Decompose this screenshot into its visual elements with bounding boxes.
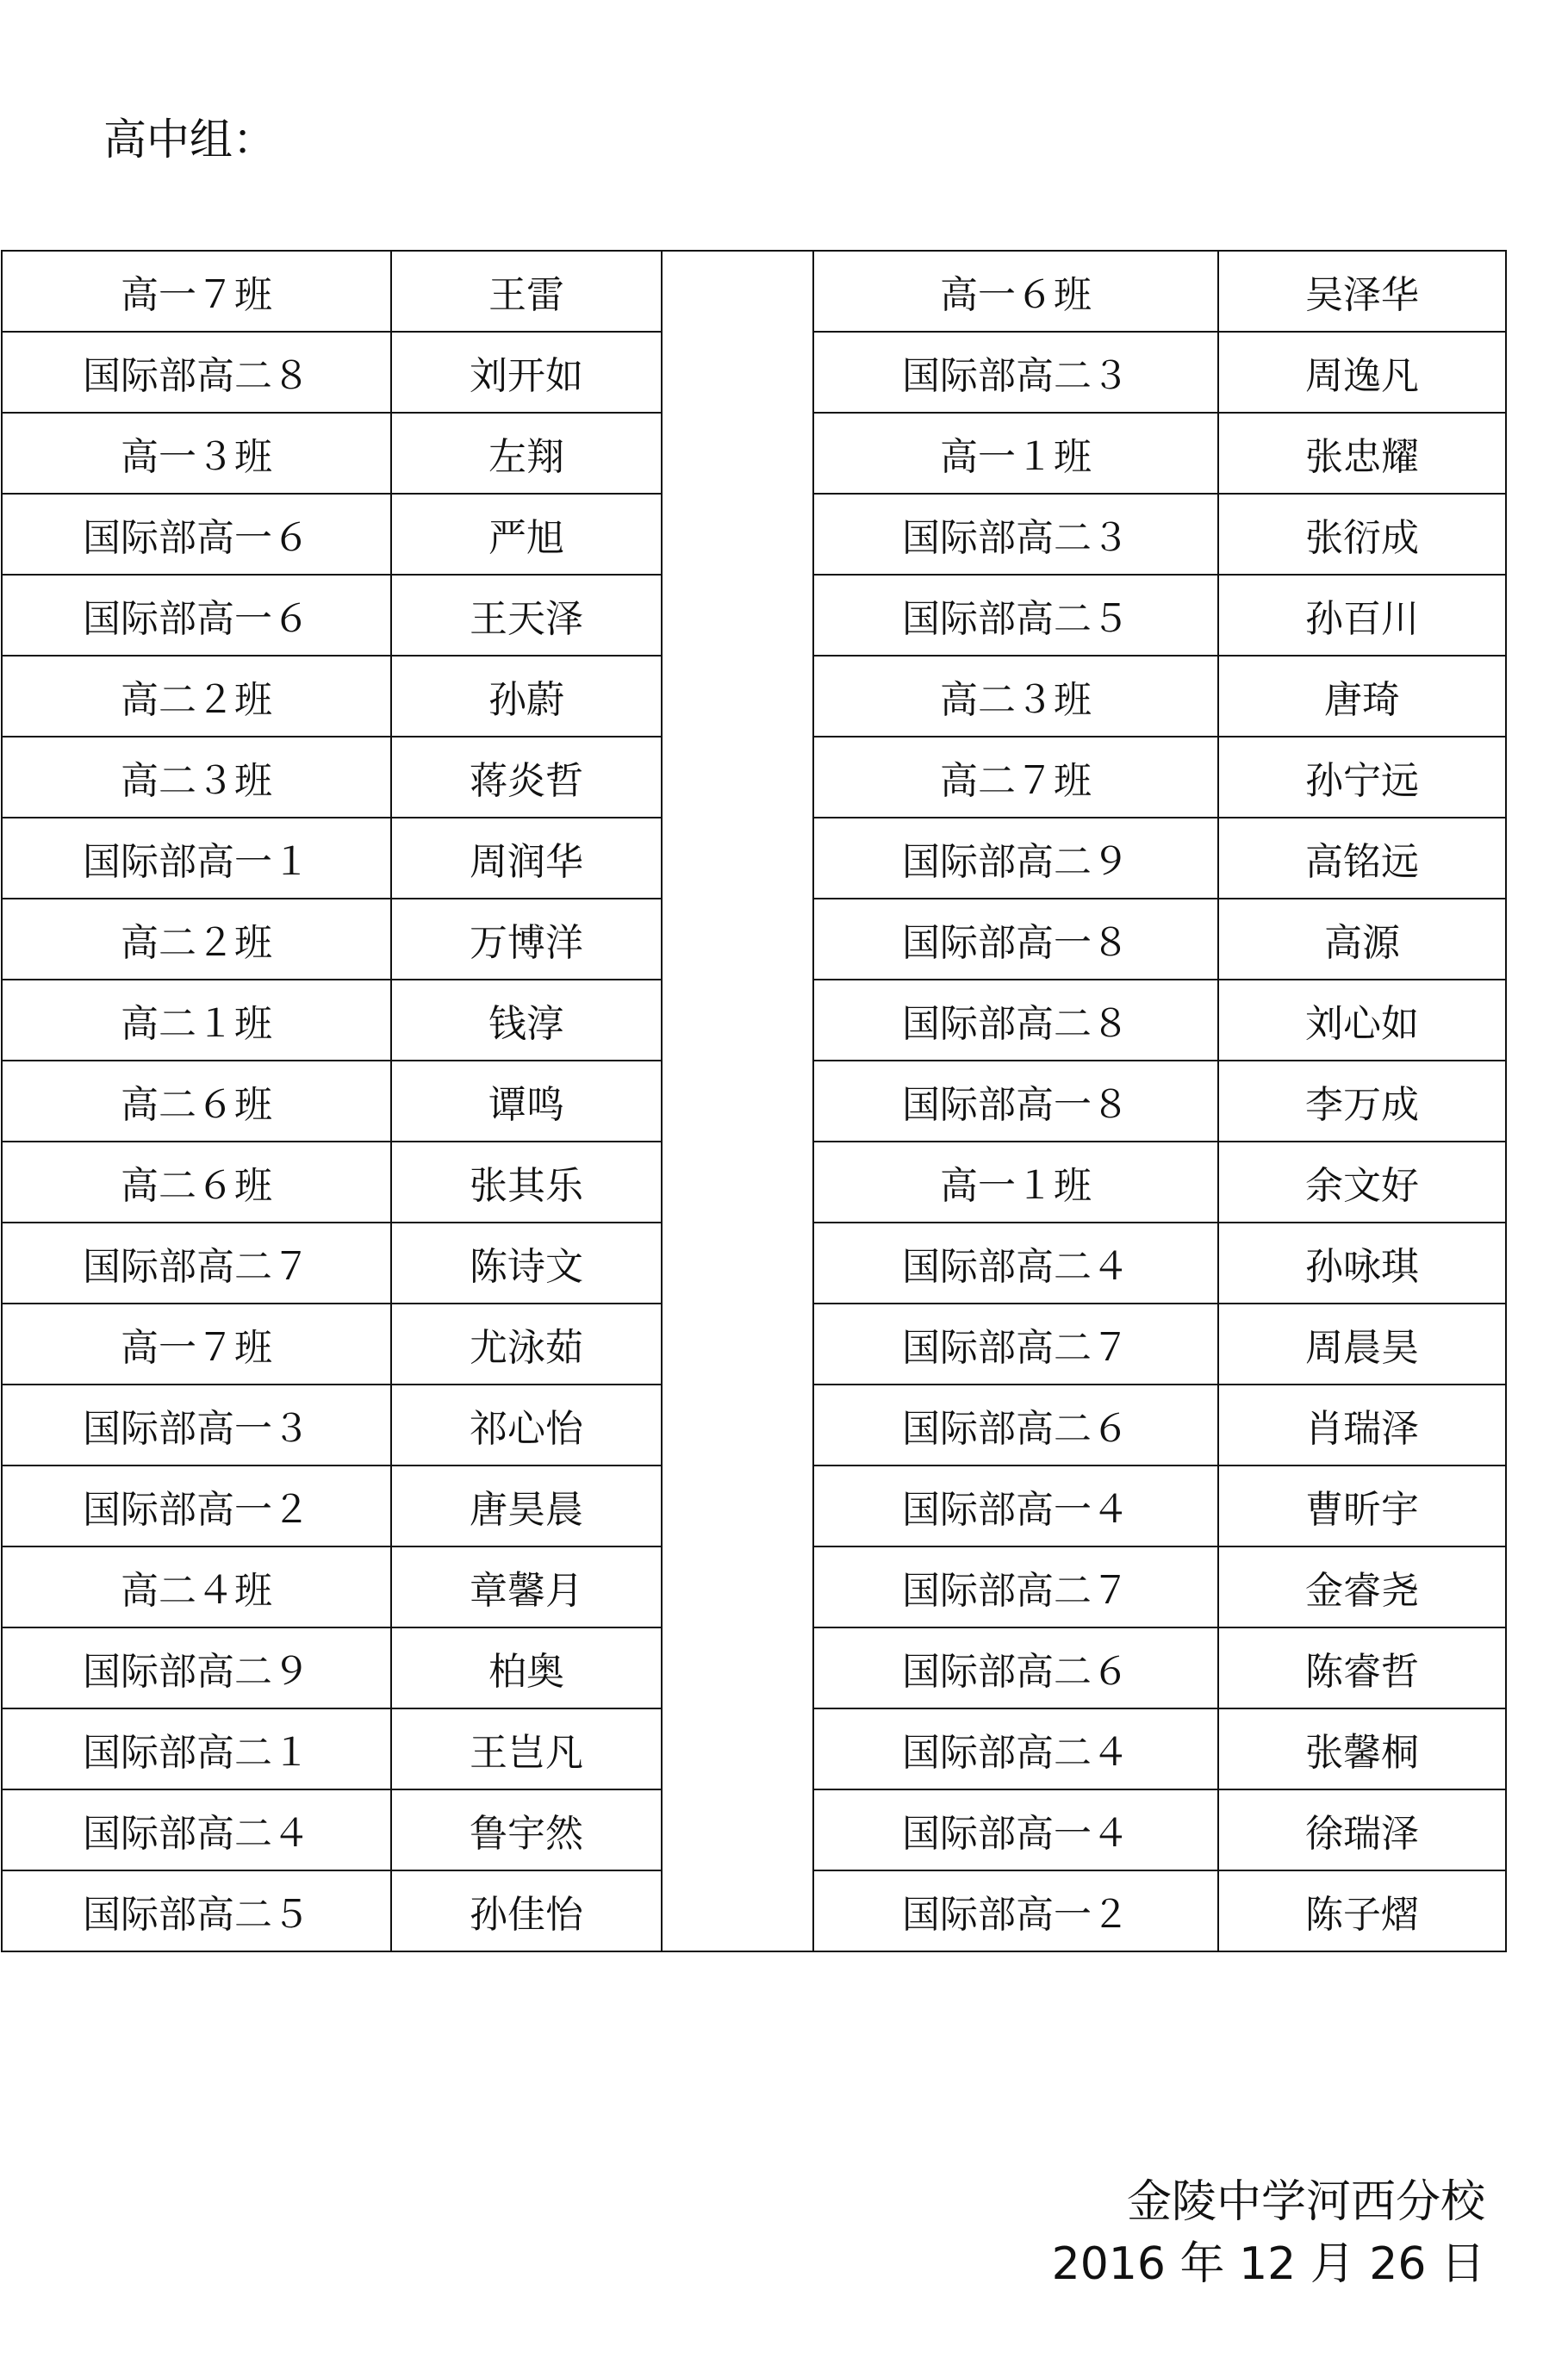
left-class-cell: 国际部高二７ <box>2 1223 391 1304</box>
gap-cell <box>662 980 813 1061</box>
table-row <box>2 332 1506 413</box>
left-class-cell: 国际部高二８ <box>2 332 391 413</box>
gap-cell <box>662 656 813 737</box>
gap-cell <box>662 1061 813 1142</box>
left-name-cell: 章馨月 <box>391 1546 662 1627</box>
right-name-cell: 李万成 <box>1218 1061 1506 1142</box>
left-name-cell: 谭鸣 <box>391 1061 662 1142</box>
right-class-cell: 国际部高二４ <box>813 1708 1218 1789</box>
right-name-cell: 肖瑞泽 <box>1218 1385 1506 1466</box>
left-name-cell: 唐昊晨 <box>391 1466 662 1546</box>
right-name-cell: 唐琦 <box>1218 656 1506 737</box>
right-name-cell: 孙百川 <box>1218 575 1506 656</box>
table-row <box>2 656 1506 737</box>
gap-cell <box>662 1708 813 1789</box>
left-class-cell: 国际部高一３ <box>2 1385 391 1466</box>
right-class-cell: 国际部高一４ <box>813 1466 1218 1546</box>
table-row <box>2 1466 1506 1546</box>
right-name-cell: 张馨桐 <box>1218 1708 1506 1789</box>
left-name-cell: 孙佳怡 <box>391 1870 662 1951</box>
gap-cell <box>662 251 813 332</box>
right-class-cell: 国际部高二６ <box>813 1627 1218 1708</box>
right-name-cell: 吴泽华 <box>1218 251 1506 332</box>
left-name-cell: 鲁宇然 <box>391 1789 662 1870</box>
gap-cell <box>662 413 813 494</box>
gap-cell <box>662 575 813 656</box>
right-class-cell: 高二３班 <box>813 656 1218 737</box>
left-class-cell: 高二２班 <box>2 656 391 737</box>
table-row <box>2 1627 1506 1708</box>
right-name-cell: 张衍成 <box>1218 494 1506 575</box>
left-class-cell: 国际部高二９ <box>2 1627 391 1708</box>
right-name-cell: 孙宁远 <box>1218 737 1506 818</box>
right-name-cell: 周晨昊 <box>1218 1304 1506 1385</box>
gap-cell <box>662 1385 813 1466</box>
table-row <box>2 1223 1506 1304</box>
gap-cell <box>662 818 813 899</box>
table-row <box>2 1061 1506 1142</box>
table-row <box>2 413 1506 494</box>
left-class-cell: 国际部高二４ <box>2 1789 391 1870</box>
left-name-cell: 严旭 <box>391 494 662 575</box>
left-name-cell: 王岂凡 <box>391 1708 662 1789</box>
school-name: 金陵中学河西分校 <box>1126 2176 1485 2228</box>
left-name-cell: 万博洋 <box>391 899 662 980</box>
signature-block <box>1052 2171 1485 2295</box>
roster-body <box>2 251 1506 1951</box>
left-name-cell: 钱淳 <box>391 980 662 1061</box>
right-class-cell: 国际部高二７ <box>813 1546 1218 1627</box>
gap-cell <box>662 1223 813 1304</box>
left-name-cell: 柏奥 <box>391 1627 662 1708</box>
right-class-cell: 高二７班 <box>813 737 1218 818</box>
left-class-cell: 国际部高二１ <box>2 1708 391 1789</box>
right-class-cell: 国际部高二３ <box>813 494 1218 575</box>
gap-cell <box>662 332 813 413</box>
left-class-cell: 国际部高一６ <box>2 575 391 656</box>
left-class-cell: 高二４班 <box>2 1546 391 1627</box>
table-row <box>2 980 1506 1061</box>
table-row <box>2 1870 1506 1951</box>
right-name-cell: 刘心如 <box>1218 980 1506 1061</box>
right-name-cell: 陈睿哲 <box>1218 1627 1506 1708</box>
table-row <box>2 818 1506 899</box>
gap-cell <box>662 1546 813 1627</box>
gap-cell <box>662 1870 813 1951</box>
gap-cell <box>662 1304 813 1385</box>
right-class-cell: 国际部高二３ <box>813 332 1218 413</box>
section-heading: 高中组： <box>103 115 276 165</box>
left-name-cell: 孙蔚 <box>391 656 662 737</box>
right-class-cell: 国际部高一４ <box>813 1789 1218 1870</box>
right-class-cell: 国际部高一８ <box>813 899 1218 980</box>
table-row <box>2 1546 1506 1627</box>
left-name-cell: 尤泳茹 <box>391 1304 662 1385</box>
right-name-cell: 高铭远 <box>1218 818 1506 899</box>
right-class-cell: 高一６班 <box>813 251 1218 332</box>
left-class-cell: 高二６班 <box>2 1061 391 1142</box>
right-class-cell: 国际部高二６ <box>813 1385 1218 1466</box>
right-name-cell: 张忠耀 <box>1218 413 1506 494</box>
left-class-cell: 国际部高二５ <box>2 1870 391 1951</box>
right-class-cell: 国际部高一８ <box>813 1061 1218 1142</box>
left-name-cell: 陈诗文 <box>391 1223 662 1304</box>
right-class-cell: 国际部高二８ <box>813 980 1218 1061</box>
gap-cell <box>662 1627 813 1708</box>
left-name-cell: 张其乐 <box>391 1142 662 1223</box>
right-class-cell: 高一１班 <box>813 1142 1218 1223</box>
table-row <box>2 1142 1506 1223</box>
table-row <box>2 899 1506 980</box>
left-class-cell: 高二６班 <box>2 1142 391 1223</box>
right-name-cell: 金睿尧 <box>1218 1546 1506 1627</box>
right-class-cell: 国际部高二９ <box>813 818 1218 899</box>
issue-date: 2016 年 12 月 26 日 <box>1051 2238 1485 2290</box>
student-roster-table <box>1 250 1507 1952</box>
left-class-cell: 国际部高一２ <box>2 1466 391 1546</box>
left-class-cell: 国际部高一１ <box>2 818 391 899</box>
right-class-cell: 国际部高二５ <box>813 575 1218 656</box>
table-row <box>2 737 1506 818</box>
gap-cell <box>662 1142 813 1223</box>
left-class-cell: 国际部高一６ <box>2 494 391 575</box>
right-name-cell: 孙咏琪 <box>1218 1223 1506 1304</box>
right-class-cell: 国际部高二７ <box>813 1304 1218 1385</box>
right-class-cell: 国际部高一２ <box>813 1870 1218 1951</box>
left-name-cell: 蒋炎哲 <box>391 737 662 818</box>
left-class-cell: 高二３班 <box>2 737 391 818</box>
right-class-cell: 国际部高二４ <box>813 1223 1218 1304</box>
left-name-cell: 周润华 <box>391 818 662 899</box>
right-name-cell: 陈子熠 <box>1218 1870 1506 1951</box>
table-row <box>2 494 1506 575</box>
table-row <box>2 1708 1506 1789</box>
gap-cell <box>662 494 813 575</box>
right-class-cell: 高一１班 <box>813 413 1218 494</box>
right-name-cell: 周逸凡 <box>1218 332 1506 413</box>
left-class-cell: 高二２班 <box>2 899 391 980</box>
left-class-cell: 高一７班 <box>2 1304 391 1385</box>
left-name-cell: 王天泽 <box>391 575 662 656</box>
gap-cell <box>662 899 813 980</box>
right-name-cell: 徐瑞泽 <box>1218 1789 1506 1870</box>
gap-cell <box>662 737 813 818</box>
table-row <box>2 575 1506 656</box>
table-row <box>2 1385 1506 1466</box>
table-row <box>2 1304 1506 1385</box>
gap-cell <box>662 1466 813 1546</box>
table-row <box>2 1789 1506 1870</box>
left-name-cell: 刘开如 <box>391 332 662 413</box>
left-name-cell: 左翔 <box>391 413 662 494</box>
right-name-cell: 曹昕宇 <box>1218 1466 1506 1546</box>
left-class-cell: 高一７班 <box>2 251 391 332</box>
right-name-cell: 余文好 <box>1218 1142 1506 1223</box>
left-class-cell: 高一３班 <box>2 413 391 494</box>
left-name-cell: 祁心怡 <box>391 1385 662 1466</box>
gap-cell <box>662 1789 813 1870</box>
left-class-cell: 高二１班 <box>2 980 391 1061</box>
left-name-cell: 王雷 <box>391 251 662 332</box>
table-row <box>2 251 1506 332</box>
right-name-cell: 高源 <box>1218 899 1506 980</box>
